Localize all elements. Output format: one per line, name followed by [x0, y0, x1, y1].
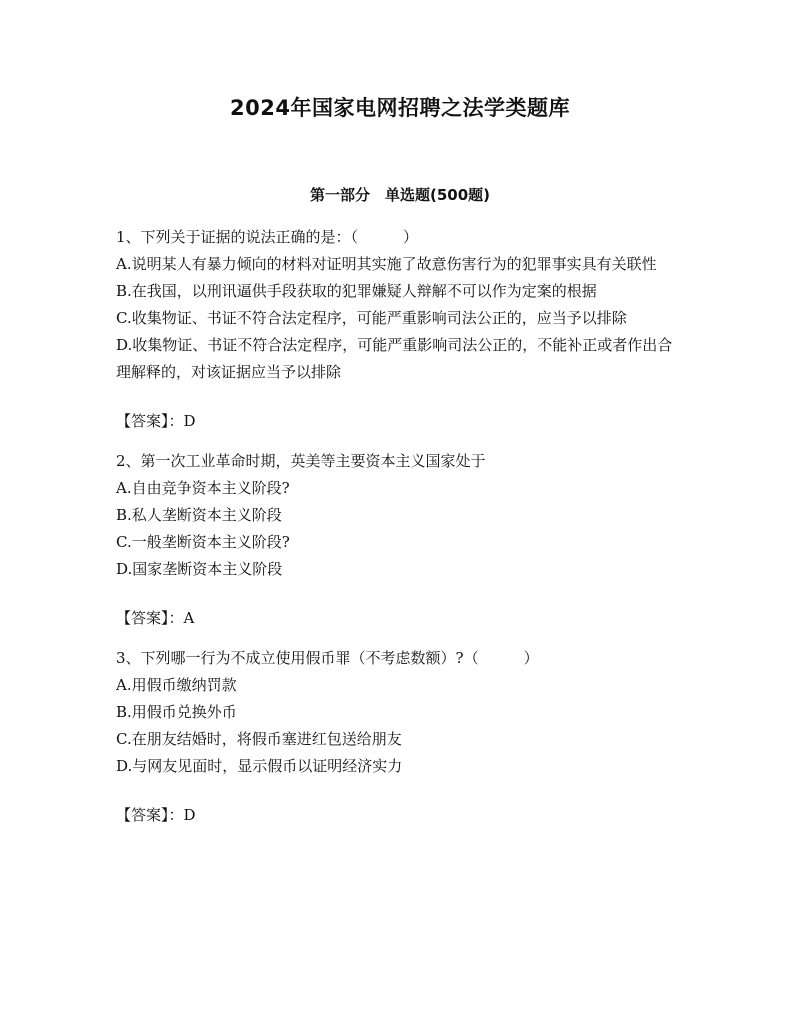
question-3: [116, 645, 676, 829]
option-a: A.用假币缴纳罚款: [116, 676, 237, 694]
option-c: C.一般垄断资本主义阶段?: [116, 533, 290, 551]
option-c: C.在朋友结婚时，将假币塞进红包送给朋友: [116, 730, 402, 748]
document-title: 2024年国家电网招聘之法学类题库: [230, 96, 570, 120]
option-d: D.与网友见面时，显示假币以证明经济实力: [116, 757, 403, 775]
question-stem: 2、第一次工业革命时期，英美等主要资本主义国家处于: [116, 452, 486, 470]
option-b: B.在我国，以刑讯逼供手段获取的犯罪嫌疑人辩解不可以作为定案的根据: [116, 282, 597, 300]
question-stem: 1、下列关于证据的说法正确的是：（ ）: [116, 228, 419, 246]
option-a: A.自由竞争资本主义阶段?: [116, 479, 290, 497]
question-2: [116, 448, 676, 632]
question-1: [116, 224, 676, 435]
option-c: C.收集物证、书证不符合法定程序，可能严重影响司法公正的，应当予以排除: [116, 309, 627, 327]
answer-line: 【答案】：D: [116, 806, 196, 824]
option-d: D.收集物证、书证不符合法定程序，可能严重影响司法公正的，不能补正或者作出合理解释的，对该证据应当予以排除: [116, 336, 673, 381]
option-a: A.说明某人有暴力倾向的材料对证明其实施了故意伤害行为的犯罪事实具有关联性: [116, 255, 657, 273]
answer-line: 【答案】：D: [116, 412, 196, 430]
option-b: B.用假币兑换外币: [116, 703, 237, 721]
option-b: B.私人垄断资本主义阶段: [116, 506, 282, 524]
section-title: 第一部分 单选题(500题): [309, 186, 491, 204]
question-stem: 3、下列哪一行为不成立使用假币罪（不考虑数额）?（ ）: [116, 649, 539, 667]
question-list: [116, 224, 676, 842]
answer-line: 【答案】：A: [116, 609, 195, 627]
option-d: D.国家垄断资本主义阶段: [116, 560, 283, 578]
